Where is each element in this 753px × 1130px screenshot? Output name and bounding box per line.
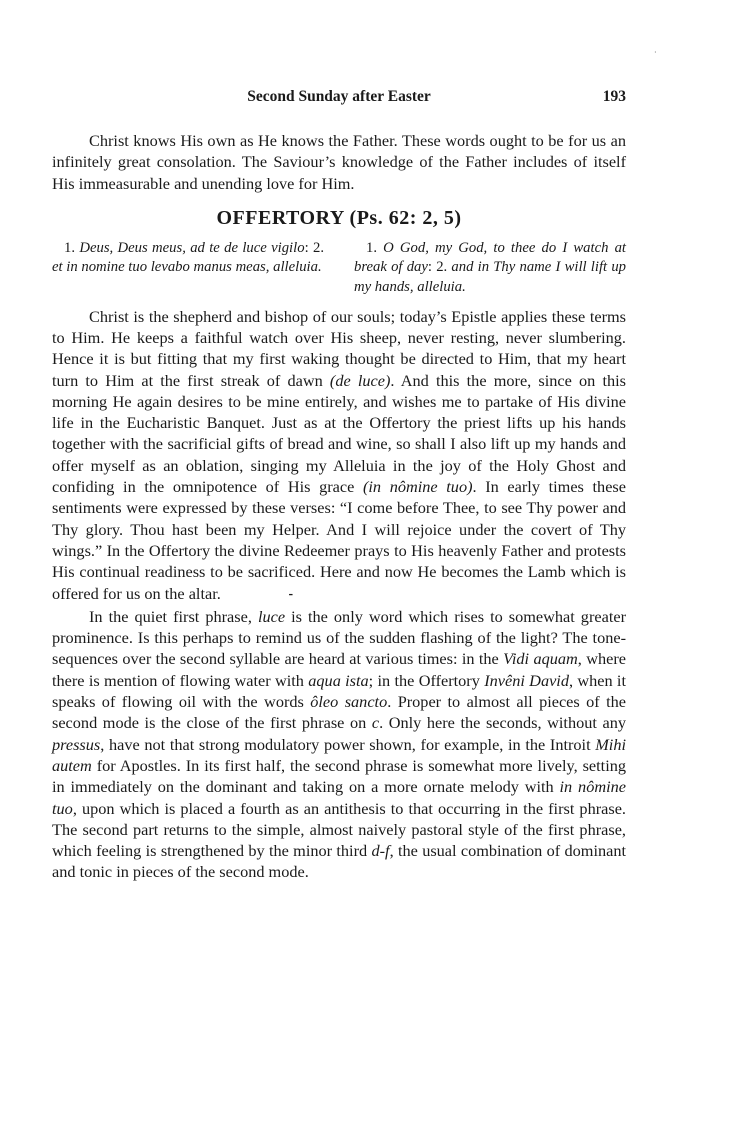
text-run: , have not that strong modulatory power shown, for example, in the Introit [100, 734, 596, 754]
latin-column [52, 239, 324, 298]
ink-mark-icon: ⁃ [287, 587, 294, 602]
text-run: . In early times these sentiments were expressed by these verses: “I come before Thee, to see Thy power and Thy glory. Thou hast been my Helper. And I will rejoice under the covert of Thy wings.” In the Offertory the divine Redeemer prays to His heavenly Father and protests His continual readiness to be sacrificed. Here and now He becomes the Lamb which is offered for us on the altar. [52, 477, 626, 603]
latin-verse-2-number: : 2. [304, 239, 324, 256]
note-interval: d-f [371, 841, 390, 861]
latin-phrase: aqua ista [308, 670, 369, 690]
margin-dot: · [654, 48, 657, 57]
latin-phrase: (de luce) [329, 370, 391, 390]
english-verse-2: and in Thy name I will lift up my hands, alleluia. [354, 259, 627, 296]
running-title: Second Sunday after Easter [247, 88, 431, 105]
latin-phrase: (in nômine tuo) [362, 477, 473, 497]
offertory-heading: OFFERTORY (Ps. 62: 2, 5) [216, 206, 462, 229]
text-run: , the usual combination of dominant and tonic in pieces of the second mode. [52, 841, 626, 882]
page [52, 88, 626, 883]
text-run: ; in the Offertory [368, 670, 485, 690]
text-run: , upon which is placed a fourth as an antithesis to that occurring in the first phrase. The second part returns to the simple, almost naively pastoral style of the first phrase, which feeling is strengthened by the minor third [52, 798, 626, 861]
english-verse-1: O God, my God, to thee do I watch at break of day [354, 239, 627, 276]
commentary-paragraph-2 [52, 606, 626, 883]
english-verse-1-number: 1. [366, 239, 378, 256]
latin-verse-1: Deus, Deus meus, ad te de luce vigilo [79, 239, 305, 256]
english-verse-2-number: : 2. [427, 259, 448, 276]
text-run: for Apostles. In its first half, the second phrase is somewhat more lively, setting in immediately on the dominant and taking on a more ornate melody with [52, 755, 626, 797]
chant-title: Mihi autem [52, 734, 626, 775]
latin-phrase: in nômine tuo [52, 777, 626, 818]
latin-verse-1-number: 1. [64, 239, 76, 256]
chant-title: Invêni David [484, 670, 569, 690]
text-run: , where there is mention of flowing water with [52, 649, 626, 690]
intro-paragraph: Christ knows His own as He knows the Father. These words ought to be for us an infinitely great consolation. The Saviour’s knowledge of the Father includes of itself His immeasurable and unending love for Him. [52, 131, 626, 193]
running-header [52, 88, 626, 110]
text-run: , when it speaks of flowing oil with the words [52, 670, 626, 712]
text-run: . Only here the seconds, without any [379, 713, 626, 733]
note-name: c [371, 713, 380, 733]
text-run: is the only word which rises to somewhat greater prominence. Is this perhaps to remind us of the sudden flashing of the light? The tone-sequences over the second syllable are heard at various times: in the [52, 606, 626, 669]
commentary-paragraph-1 [52, 306, 626, 606]
chant-title: Vidi aquam [503, 649, 578, 669]
latin-word: luce [257, 606, 286, 626]
text-run: . And this the more, since on this morning He again desires to be mine entirely, and wishes me to partake of His divine life in the Eucharistic Banquet. Just as at the Offertory the priest lifts up his hands together with the sacrificial gifts of bread and wine, so shall I also lift up my hands and offer myself as an oblation, singing my Alleluia in the joy of the Holy Ghost and confiding in the omnipotence of His grace [52, 370, 626, 497]
text-run: Christ is the shepherd and bishop of our souls; today’s Epistle applies these terms to Him. He keeps a faithful watch over His sheep, never resting, never slumbering. Hence it is but fitting that my first waking thought be directed to Him, that my heart turn to Him at the first streak of dawn [52, 306, 626, 390]
text-run: . Proper to almost all pieces of the second mode is the close of the first phrase on [52, 692, 627, 733]
english-column [354, 239, 626, 298]
page-number: 193 [602, 88, 626, 105]
latin-verse-2: et in nomine tuo levabo manus meas, alleluia. [52, 259, 322, 276]
chant-term: pressus [52, 734, 101, 754]
offertory-text-columns [52, 239, 626, 298]
text-run: In the quiet first phrase, [89, 606, 258, 626]
latin-phrase: ôleo sancto [310, 692, 388, 712]
